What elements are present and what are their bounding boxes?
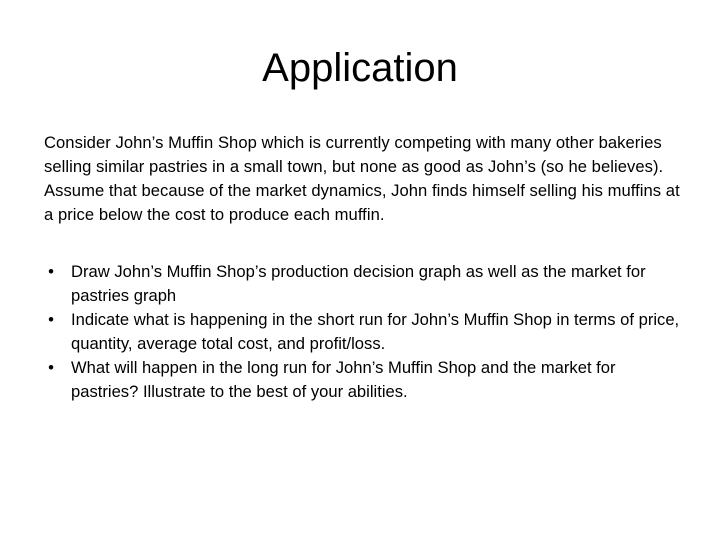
bullet-icon: •	[48, 262, 54, 281]
bullet-list	[44, 260, 684, 404]
bullet-icon: •	[48, 358, 54, 377]
bullet-item	[44, 308, 684, 356]
bullet-icon: •	[48, 310, 54, 329]
intro-paragraph: Consider John’s Muffin Shop which is currently competing with many other bakeries selling similar pastries in a small town, but none as good as John’s (so he believes). Assume that because of the market dynamics, John finds himself selling his muffins at a price below the cost to produce each muffin.	[44, 133, 680, 224]
bullet-text: Indicate what is happening in the short run for John’s Muffin Shop in terms of price, quantity, average total cost, and profit/loss.	[71, 310, 680, 353]
bullet-item	[44, 356, 684, 404]
bullet-item	[44, 260, 684, 308]
bullet-text: What will happen in the long run for John’s Muffin Shop and the market for pastries? Illustrate to the best of your abilities.	[71, 358, 616, 401]
bullet-text: Draw John’s Muffin Shop’s production decision graph as well as the market for pastries graph	[71, 262, 646, 305]
slide-title: Application	[262, 46, 458, 90]
